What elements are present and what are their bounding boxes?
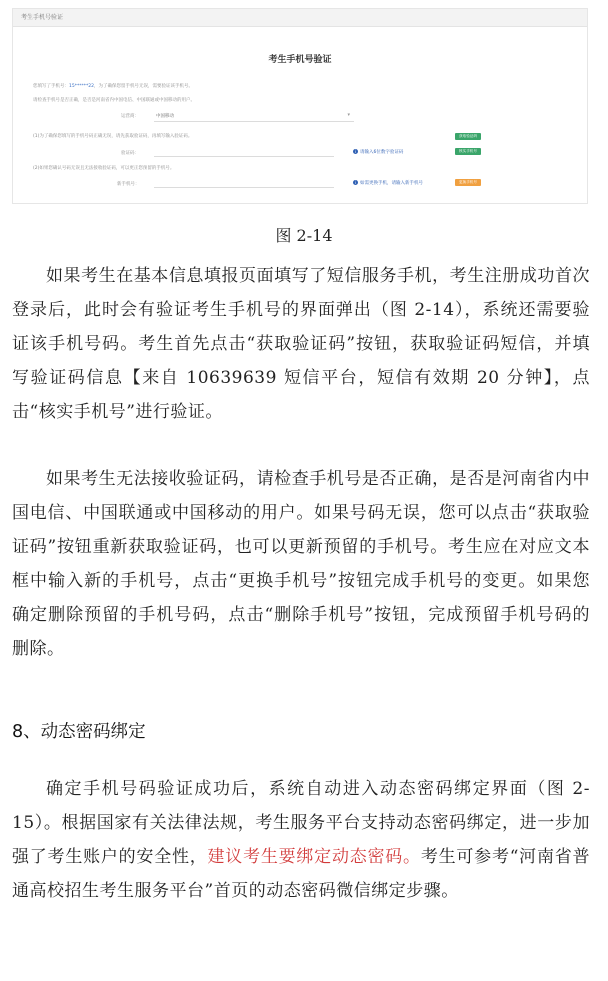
paragraph-3: 确定手机号码验证成功后，系统自动进入动态密码绑定界面（图 2-15）。根据国家有关法律法规，考生服务平台支持动态密码绑定，进一步加强了考生账户的安全性，建议考生要绑定动态密码。考生可参考“河南省普通高校招生考生服务平台”首页的动态密码微信绑定步骤。 [12, 779, 591, 901]
code-hint: i 请输入6位数字验证码 [354, 149, 404, 155]
paragraph-1: 如果考生在基本信息填报页面填写了短信服务手机，考生注册成功首次登录后，此时会有验证考生手机号的界面弹出（图 2-14），系统还需要验证该手机号码。考生首先点击“获取验证码”按钮，获取验证码短信，并填写验证码信息【来自 10639639 短信平台，短信有效期 20 分钟】，点击“核实手机号”进行验证。 [12, 266, 590, 422]
tab-title: 考生手机号验证 [21, 14, 64, 21]
intro-line-1: 您填写了手机号：15******22，为了确保您留手机号无误，需要验证该手机号。 [33, 84, 193, 89]
intro-line-2: 请检查手机号是否正确，是否是河南省内中国电信、中国联通或中国移动的用户。 [33, 98, 195, 103]
get-code-button[interactable]: 获取验证码 [455, 133, 481, 140]
new-phone-input[interactable] [154, 179, 334, 188]
operator-value: 中国移动 [156, 114, 174, 119]
operator-select[interactable] [154, 112, 354, 122]
browser-tab [13, 9, 587, 27]
masked-phone: 15******22 [69, 84, 94, 89]
info-icon: i [354, 149, 357, 154]
figure-screenshot [12, 8, 588, 204]
code-label: 验证码： [121, 151, 139, 156]
paragraph-2: 如果考生无法接收验证码，请检查手机号是否正确，是否是河南省内中国电信、中国联通或中国移动的用户。如果号码无误，您可以点击“获取验证码”按钮重新获取验证码，也可以更新预留的手机号。考生应在对应文本框中输入新的手机号，点击“更换手机号”按钮完成手机号的变更。如果您确定删除预留的手机号码，点击“删除手机号”按钮，完成预留手机号码的删除。 [12, 469, 590, 659]
chevron-down-icon: ▾ [347, 112, 350, 118]
figure-caption: 图 2-14 [275, 226, 333, 245]
change-phone-button[interactable]: 更换手机号 [455, 179, 481, 186]
new-phone-hint: i 如需更换手机，请输入新手机号 [354, 180, 423, 186]
section-heading: 8、动态密码绑定 [12, 722, 146, 742]
info-icon: i [354, 180, 357, 185]
code-input[interactable] [154, 148, 334, 157]
step2-text: (2)如果您确认号码无误且无法接收验证码，可以更正您预留的手机号。 [33, 166, 175, 171]
recommendation-highlight: 建议考生要绑定动态密码。 [207, 847, 421, 867]
new-phone-label: 新手机号： [117, 182, 140, 187]
dialog-title: 考生手机号验证 [268, 55, 332, 65]
verify-phone-button[interactable]: 核实手机号 [455, 148, 481, 155]
step1-text: (1)为了确保您填写的手机号码正确无误，请先获取验证码，再填写输入验证码。 [33, 134, 193, 139]
operator-label: 运营商： [121, 114, 139, 119]
